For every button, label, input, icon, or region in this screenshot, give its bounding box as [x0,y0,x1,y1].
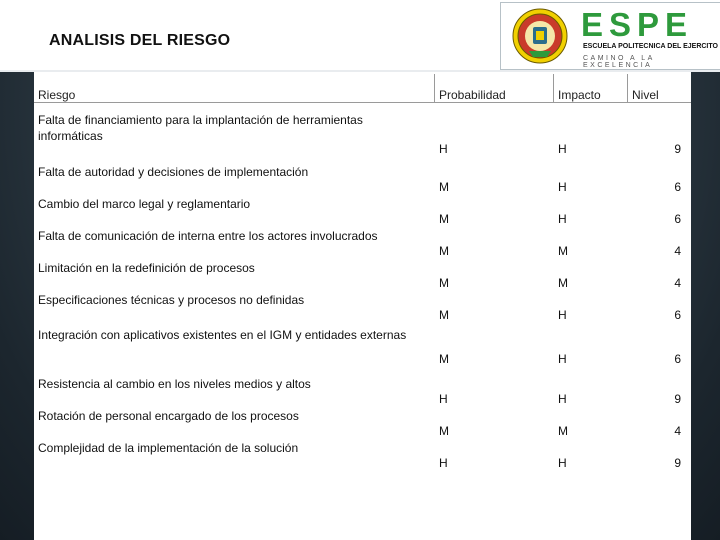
probability-value: H [439,456,448,470]
level-value: 6 [674,352,681,366]
impact-value: H [558,352,567,366]
table-row [34,322,691,368]
table-row [34,110,691,158]
impact-value: H [558,180,567,194]
probability-value: M [439,212,449,226]
impact-value: M [558,244,568,258]
probability-value: M [439,352,449,366]
risk-label: Falta de autoridad y decisiones de implementación [38,165,309,179]
brand-name: ESPE [581,6,694,43]
probability-value: M [439,424,449,438]
level-value: 9 [674,392,681,406]
risk-label: Falta de financiamiento para la implantación de herramientas informáticas [38,113,363,143]
risk-table [34,72,691,540]
impact-value: H [558,308,567,322]
seal-icon [509,7,571,65]
impact-value: M [558,276,568,290]
table-row [34,196,691,228]
probability-value: H [439,142,448,156]
header-nivel: Nivel [632,88,659,102]
impact-value: H [558,212,567,226]
probability-value: H [439,392,448,406]
impact-value: H [558,142,567,156]
risk-label: Rotación de personal encargado de los procesos [38,409,299,423]
slide-header [0,0,720,72]
level-value: 4 [674,244,681,258]
level-value: 9 [674,142,681,156]
table-row [34,260,691,292]
header-rule [34,102,691,103]
espe-logo [500,2,720,70]
brand-tagline: CAMINO A LA EXCELENCIA [583,55,655,69]
brand-subtitle: ESCUELA POLITECNICA DEL EJERCITO [583,43,718,50]
table-row [34,408,691,440]
header-probabilidad: Probabilidad [439,88,506,102]
table-row [34,440,691,472]
probability-value: M [439,276,449,290]
level-value: 9 [674,456,681,470]
probability-value: M [439,244,449,258]
probability-value: M [439,308,449,322]
risk-label: Integración con aplicativos existentes en el IGM y entidades externas [38,328,407,342]
risk-label: Falta de comunicación de interna entre los actores involucrados [38,229,378,243]
header-impacto: Impacto [558,88,601,102]
level-value: 4 [674,424,681,438]
header-divider [434,74,435,102]
level-value: 4 [674,276,681,290]
risk-label: Especificaciones técnicas y procesos no definidas [38,293,305,307]
level-value: 6 [674,212,681,226]
table-row [34,292,691,324]
risk-label: Cambio del marco legal y reglamentario [38,197,251,211]
header-divider [553,74,554,102]
slide-title: ANALISIS DEL RIESGO [49,32,231,49]
risk-label: Resistencia al cambio en los niveles medios y altos [38,377,311,391]
header-riesgo: Riesgo [38,88,76,102]
impact-value: M [558,424,568,438]
probability-value: M [439,180,449,194]
table-row [34,376,691,408]
risk-label: Limitación en la redefinición de procesos [38,261,255,275]
level-value: 6 [674,180,681,194]
impact-value: H [558,456,567,470]
risk-label: Complejidad de la implementación de la solución [38,441,299,455]
header-divider [627,74,628,102]
level-value: 6 [674,308,681,322]
impact-value: H [558,392,567,406]
table-row [34,228,691,260]
table-row [34,164,691,196]
